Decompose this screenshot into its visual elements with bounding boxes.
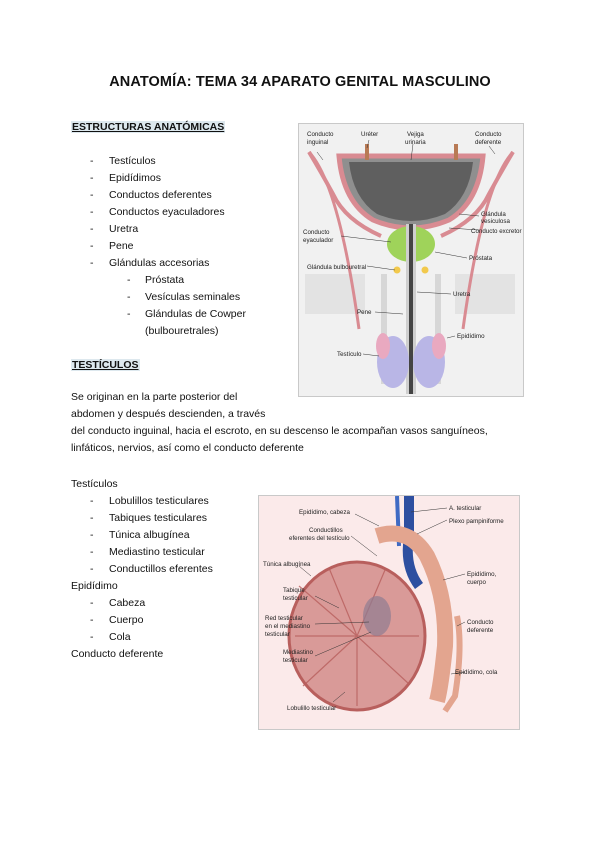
list-item: - Pene xyxy=(90,240,134,252)
epididimo-label: Epidídimo xyxy=(71,580,118,592)
label-conducto-deferente: Conducto xyxy=(475,131,502,138)
list-item: - Conductos deferentes xyxy=(90,189,212,201)
list-item: - Vesículas seminales xyxy=(127,291,241,303)
list-item: - Conductillos eferentes xyxy=(90,563,213,575)
label-conducto-deferente: deferente xyxy=(467,627,494,634)
figure-aparato-genital xyxy=(298,123,524,397)
label-ureter: Uréter xyxy=(361,131,379,138)
list-item: (bulbouretrales) xyxy=(145,325,219,337)
label-vejiga: urinaria xyxy=(405,139,426,146)
section-heading-testiculos: TESTÍCULOS xyxy=(72,359,139,371)
list-item: - Cuerpo xyxy=(90,614,144,626)
list-item: - Conductos eyaculadores xyxy=(90,206,225,218)
label-pene: Pene xyxy=(357,309,372,316)
list-item: - Mediastino testicular xyxy=(90,546,205,558)
list-item: - Cabeza xyxy=(90,597,146,609)
label-conducto-eyaculador: eyaculador xyxy=(303,237,334,244)
label-tabique: testicular xyxy=(283,595,308,602)
section-heading-estructuras: ESTRUCTURAS ANATÓMICAS xyxy=(72,121,225,133)
list-item: - Uretra xyxy=(90,223,139,235)
testiculos-list xyxy=(90,493,270,578)
conducto-deferente-label: Conducto deferente xyxy=(71,648,164,660)
label-epididimo-cola: Epidídimo, cola xyxy=(455,669,498,676)
label-glandula-vesiculosa: Glándula xyxy=(481,211,506,218)
list-item: - Cola xyxy=(90,631,131,643)
epididimo-list xyxy=(90,595,240,646)
label-red: en el mediastino xyxy=(265,623,311,630)
label-conducto-deferente: deferente xyxy=(475,139,502,146)
label-mediastino: testicular xyxy=(283,657,308,664)
list-item: - Tabiques testiculares xyxy=(90,512,208,524)
paragraph-line: linfáticos, nervios, así como el conducto deferente xyxy=(71,442,304,454)
label-conductillos: Conductillos xyxy=(309,527,343,534)
label-conducto-eyaculador: Conducto xyxy=(303,229,330,236)
label-epididimo-cabeza: Epidídimo, cabeza xyxy=(299,509,350,516)
paragraph-line: abdomen y después descienden, a través xyxy=(71,408,266,420)
list-item: - Lobulillos testiculares xyxy=(90,495,209,507)
label-uretra: Uretra xyxy=(453,291,471,298)
glandulas-sublist xyxy=(127,272,287,340)
list-item: - Glándulas accesorias xyxy=(90,257,210,269)
label-vejiga: Vejiga xyxy=(407,131,424,138)
label-red: Red testicular xyxy=(265,615,303,622)
label-lobulillo: Lobulillo testicular xyxy=(287,705,337,712)
label-tunica: Túnica albugínea xyxy=(263,561,311,568)
label-glandula-bulbouretral: Glándula bulbouretral xyxy=(307,264,367,271)
list-item: - Próstata xyxy=(127,274,185,286)
aparato-genital-illustration xyxy=(299,124,523,396)
label-conducto-inguinal: Conducto xyxy=(307,131,334,138)
list-item: - Glándulas de Cowper xyxy=(127,308,246,320)
label-glandula-vesiculosa: vesiculosa xyxy=(481,218,510,225)
label-prostata: Próstata xyxy=(469,255,493,262)
testiculos-label: Testículos xyxy=(71,478,118,490)
testiculos-paragraph xyxy=(71,389,541,457)
label-red: testicular xyxy=(265,631,290,638)
label-conducto-deferente: Conducto xyxy=(467,619,494,626)
list-item: - Testículos xyxy=(90,155,156,167)
label-epididimo-cuerpo: Epidídimo, xyxy=(467,571,497,578)
label-conducto-excretor: Conducto excretor xyxy=(471,228,522,235)
label-conducto-inguinal: inguinal xyxy=(307,139,329,146)
label-arteria: A. testicular xyxy=(449,505,482,512)
page-title: ANATOMÍA: TEMA 34 APARATO GENITAL MASCULINO xyxy=(109,74,491,90)
label-epididimo-cuerpo: cuerpo xyxy=(467,579,486,586)
label-conductillos: eferentes del testículo xyxy=(289,535,350,542)
label-tabique: Tabique xyxy=(283,587,305,594)
label-mediastino: Mediastino xyxy=(283,649,313,656)
label-testiculo: Testículo xyxy=(337,351,362,358)
label-epididimo: Epidídimo xyxy=(457,333,485,340)
figure-testiculo xyxy=(258,495,520,730)
testiculo-illustration xyxy=(259,496,519,729)
estructuras-list xyxy=(90,153,290,272)
paragraph-line: Se originan en la parte posterior del xyxy=(71,391,238,403)
list-item: - Epidídimos xyxy=(90,172,161,184)
list-item: - Túnica albugínea xyxy=(90,529,190,541)
label-plexo: Plexo pampiniforme xyxy=(449,518,504,525)
paragraph-line: del conducto inguinal, hacia el escroto, en su descenso le acompañan vasos sanguíneos, xyxy=(71,425,488,437)
